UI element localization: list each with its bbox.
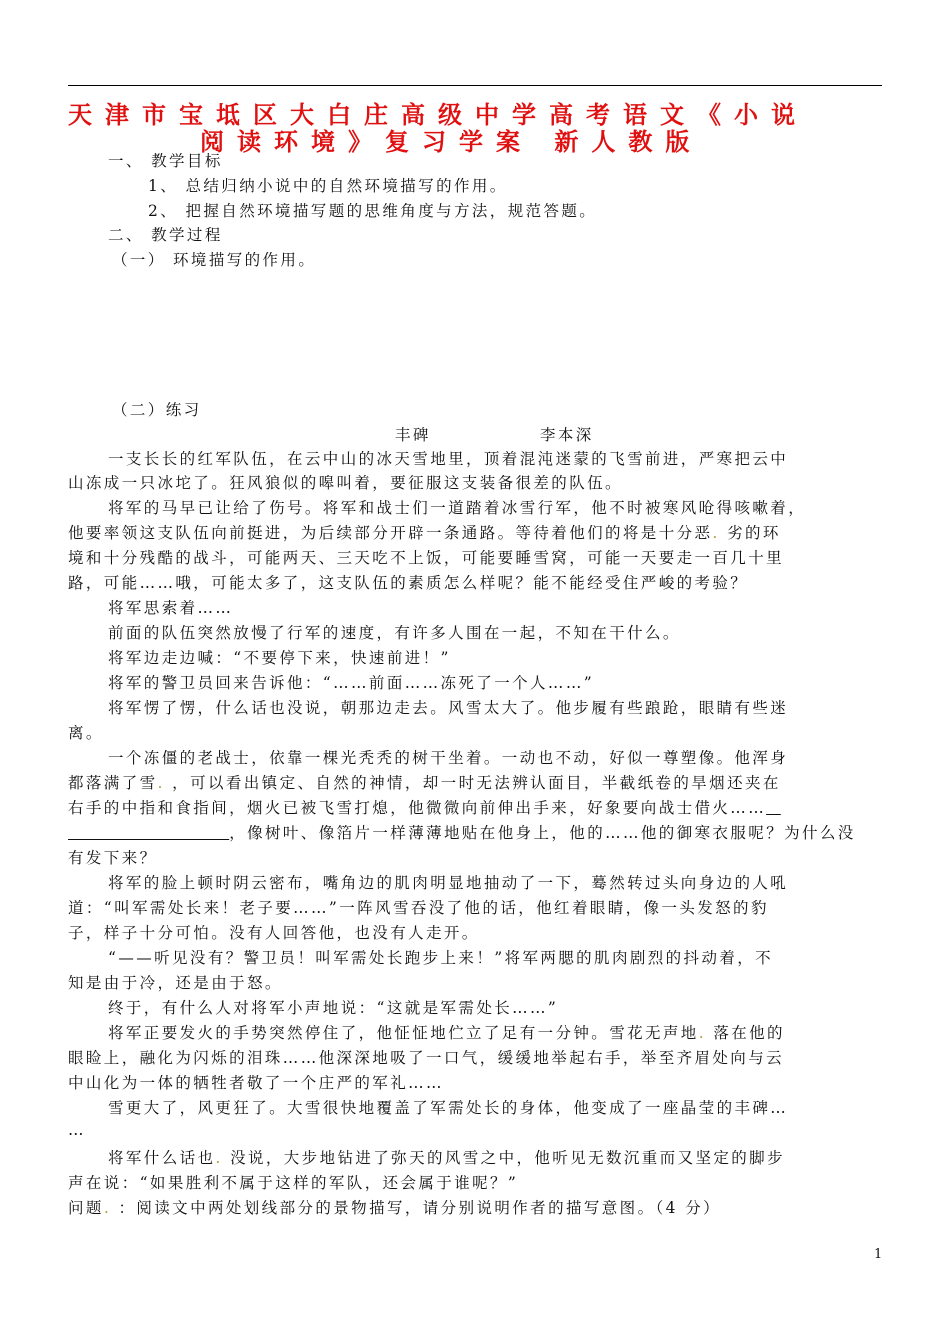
para-line: 雪更大了，风更狂了。大雪很快地覆盖了军需处长的身体，他变成了一座晶莹的丰碑… (108, 1099, 789, 1117)
para-line: 眼睑上，融化为闪烁的泪珠……他深深地吸了一口气，缓缓地举起右手，举至齐眉处向与云 (68, 1049, 785, 1067)
para-line: 终于，有什么人对将军小声地说：“这就是军需处长……” (108, 999, 559, 1017)
story-title: 丰碑 (395, 426, 431, 444)
para-line: 将军愣了愣，什么话也没说，朝那边走去。风雪太大了。他步履有些踉跄，眼睛有些迷 (108, 699, 789, 717)
question-line: 问题. ：阅读文中两处划线部分的景物描写，请分别说明作者的描写意图。（4 分） (68, 1199, 722, 1217)
doc-title-line1: 天津市宝坻区大白庄高级中学高考语文《小说 (68, 100, 808, 129)
para-line: 境和十分残酷的战斗，可能两天、三天吃不上饭，可能要睡雪窝，可能一天要走一百几十里 (68, 549, 785, 567)
para-line: 子，样子十分可怕。没有人回答他，也没有人走开。 (68, 924, 480, 942)
para-line: 山冻成一只冰坨了。狂风狼似的嗥叫着，要征服这支装备很差的队伍。 (68, 474, 623, 492)
para-line: 有发下来？ (68, 849, 158, 867)
para-line: 一支长长的红军队伍，在云中山的冰天雪地里，顶着混沌迷蒙的飞雪前进，严寒把云中 (108, 450, 789, 468)
para-line: 中山化为一体的牺牲者敬了一个庄严的军礼…… (68, 1074, 444, 1092)
top-rule (68, 85, 882, 86)
subsection-1: （一） 环境描写的作用。 (112, 251, 317, 269)
para-line: 一个冻僵的老战士，依靠一棵光秃秃的树干坐着。一动也不动，好似一尊塑像。他浑身 (108, 749, 789, 767)
para-line: 将军什么话也. 没说，大步地钻进了弥天的风雪之中，他听见无数沉重而又坚定的脚步 (108, 1149, 785, 1167)
para-line: … (68, 1121, 86, 1139)
para-line: 知是由于冷，还是由于怒。 (68, 974, 283, 992)
para-line: 将军思索着…… (108, 599, 234, 617)
para-line: 路，可能……哦，可能太多了，这支队伍的素质怎么样呢？能不能经受住严峻的考验？ (68, 574, 749, 592)
para-line: 前面的队伍突然放慢了行军的速度，有许多人围在一起，不知在干什么。 (108, 624, 681, 642)
para-line: 将军正要发火的手势突然停住了，他怔怔地伫立了足有一分钟。雪花无声地. 落在他的 (108, 1024, 785, 1042)
para-line: 道：“叫军需处长来！老子要……”一阵风雪吞没了他的话，他红着眼睛，像一头发怒的豹 (68, 899, 769, 917)
para-line: ，像树叶、像箔片一样薄薄地贴在他身上，他的……他的御寒衣服呢？为什么没 (229, 824, 856, 842)
para-line: 将军的马早已让给了伤号。将军和战士们一道踏着冰雪行军，他不时被寒风呛得咳嗽着， (108, 499, 807, 517)
para-line: 声在说：“如果胜利不属于这样的军队，还会属于谁呢？” (68, 1174, 519, 1192)
section-1-heading: 一、 教学目标 (108, 152, 223, 170)
section-2-heading: 二、 教学过程 (108, 226, 223, 244)
para-line: 他要率领这支队伍向前挺进，为后续部分开辟一条通路。等待着他们的将是十分恶. 劣的环 (68, 524, 781, 542)
goal-2: 2、 把握自然环境描写题的思维角度与方法，规范答题。 (148, 202, 598, 220)
para-line: 都落满了雪. ，可以看出镇定、自然的神情，却一时无法辨认面目，半截纸卷的旱烟还夹在 (68, 774, 781, 792)
para-line: 将军的脸上顿时阴云密布，嘴角边的肌肉明显地抽动了一下，蓦然转过头向身边的人吼 (108, 874, 789, 892)
page-number: 1 (874, 1247, 883, 1262)
para-line: 将军边走边喊：“不要停下来，快速前进！” (108, 649, 451, 667)
para-line: “——听见没有？警卫员！叫军需处长跑步上来！”将军两腮的肌肉剧烈的抖动着，不 (108, 949, 774, 967)
para-line: 将军的警卫员回来告诉他：“……前面……冻死了一个人……” (108, 674, 595, 692)
para-line: 离。 (68, 724, 104, 742)
para-line: 右手的中指和食指间，烟火已被飞雪打熄，他微微向前伸出手来，好象要向战士借火…… (68, 799, 767, 817)
story-author: 李本深 (540, 426, 594, 444)
goal-1: 1、 总结归纳小说中的自然环境描写的作用。 (148, 177, 508, 195)
doc-title-line2: 阅读环境》复习学案 新人教版 (200, 127, 703, 156)
subsection-2: （二）练习 (112, 401, 202, 419)
